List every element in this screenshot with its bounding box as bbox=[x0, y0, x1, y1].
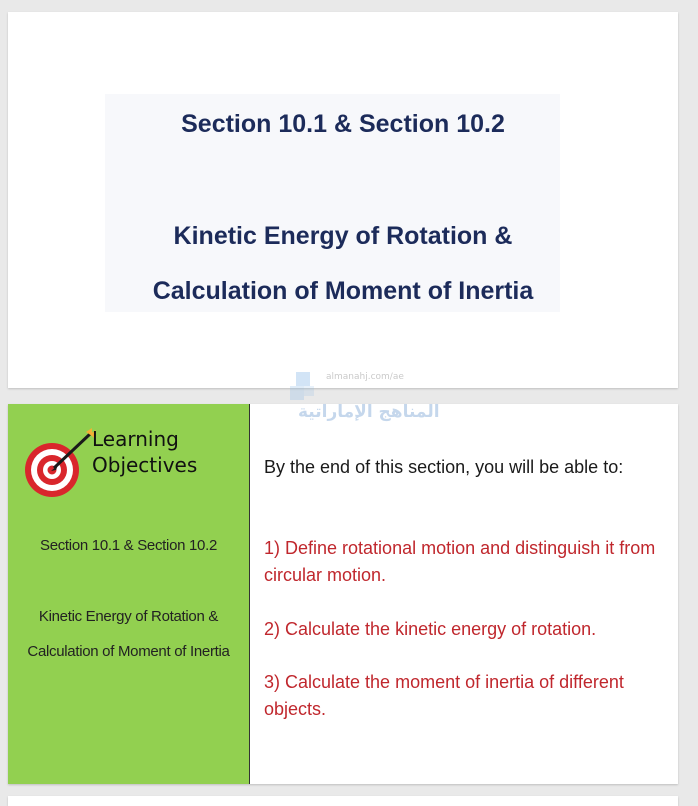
side-section-label: Section 10.1 & Section 10.2 bbox=[39, 537, 218, 554]
heading-line1: Learning bbox=[92, 427, 179, 451]
objective-item: 1) Define rotational motion and distinguish it from circular motion. bbox=[264, 538, 656, 585]
watermark-logo-square bbox=[304, 386, 314, 396]
objectives-side-panel bbox=[8, 404, 250, 784]
objectives-intro: By the end of this section, you will be able to: bbox=[264, 457, 624, 477]
watermark-logo-square bbox=[296, 372, 310, 386]
watermark-logo-square bbox=[290, 386, 304, 400]
objective-item: 2) Calculate the kinetic energy of rotation. bbox=[264, 619, 597, 639]
watermark-name: المناهج الإماراتية bbox=[298, 402, 440, 422]
section-title: Section 10.1 & Section 10.2 bbox=[181, 110, 505, 138]
objectives-slide bbox=[8, 404, 678, 784]
objective-item: 3) Calculate the moment of inertia of different objects. bbox=[264, 672, 624, 719]
topic-title-line1: Kinetic Energy of Rotation & bbox=[173, 222, 513, 250]
side-topic-label bbox=[8, 599, 249, 669]
heading-line2: Objectives bbox=[92, 453, 198, 477]
topic-title-line2: Calculation of Moment of Inertia bbox=[152, 277, 534, 305]
side-topic-text: Kinetic Energy of Rotation & Calculation of Moment of Inertia bbox=[27, 608, 230, 660]
next-slide-edge bbox=[8, 796, 678, 806]
title-slide bbox=[8, 12, 678, 388]
learning-objectives-heading bbox=[92, 426, 197, 478]
target-icon bbox=[18, 428, 96, 498]
watermark bbox=[290, 370, 440, 430]
watermark-url: almanahj.com/ae bbox=[326, 372, 404, 382]
